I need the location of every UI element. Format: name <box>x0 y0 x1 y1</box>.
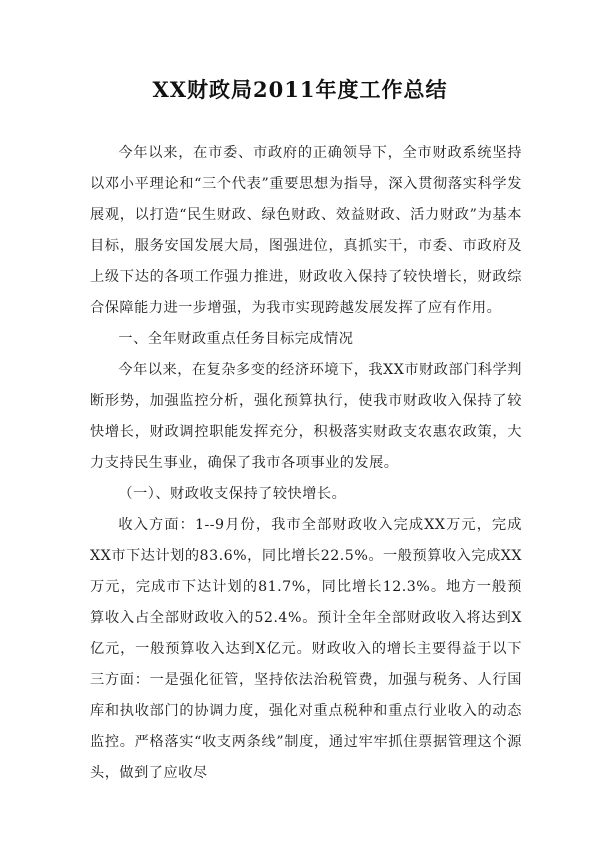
paragraph-revenue: 收入方面：1--9月份，我市全部财政收入完成XX万元，完成XX市下达计划的83.6%，同比增长22.5%。一般预算收入完成XX万元，完成市下达计划的81.7%，同比增长12.3%。地方一般预算收入占全部财政收入的52.4%。预计全年全部财政收入将达到X亿元，一般预算收入达到X亿元。财政收入的增长主要得益于以下三方面：一是强化征管，坚持依法治税管费，加强与税务、人行国库和执收部门的协调力度，强化对重点税种和重点行业收入的动态监控。严格落实“收支两条线”制度，通过牢牢抓住票据管理这个源头，做到了应收尽 <box>90 517 522 781</box>
paragraph-situation: 今年以来，在复杂多变的经济环境下，我XX市财政部门科学判断形势，加强监控分析，强化预算执行，使我市财政收入保持了较快增长，财政调控职能发挥充分，积极落实财政支农惠农政策，大力支持民生事业，确保了我市各项事业的发展。 <box>90 362 522 471</box>
document-body <box>90 138 522 789</box>
subsection-heading-1: （一）、财政收支保持了较快增长。 <box>118 486 347 502</box>
section-heading-1: 一、全年财政重点任务目标完成情况 <box>118 331 354 347</box>
paragraph-intro: 今年以来，在市委、市政府的正确领导下，全市财政系统坚持以邓小平理论和“三个代表”重要思想为指导，深入贯彻落实科学发展观，以打造“民生财政、绿色财政、效益财政、活力财政”为基本目标，服务安国发展大局，图强进位，真抓实干，市委、市政府及上级下达的各项工作强力推进，财政收入保持了较快增长，财政综合保障能力进一步增强，为我市实现跨越发展发挥了应有作用。 <box>90 145 522 316</box>
document-title: XX财政局2011年度工作总结 <box>152 77 448 102</box>
